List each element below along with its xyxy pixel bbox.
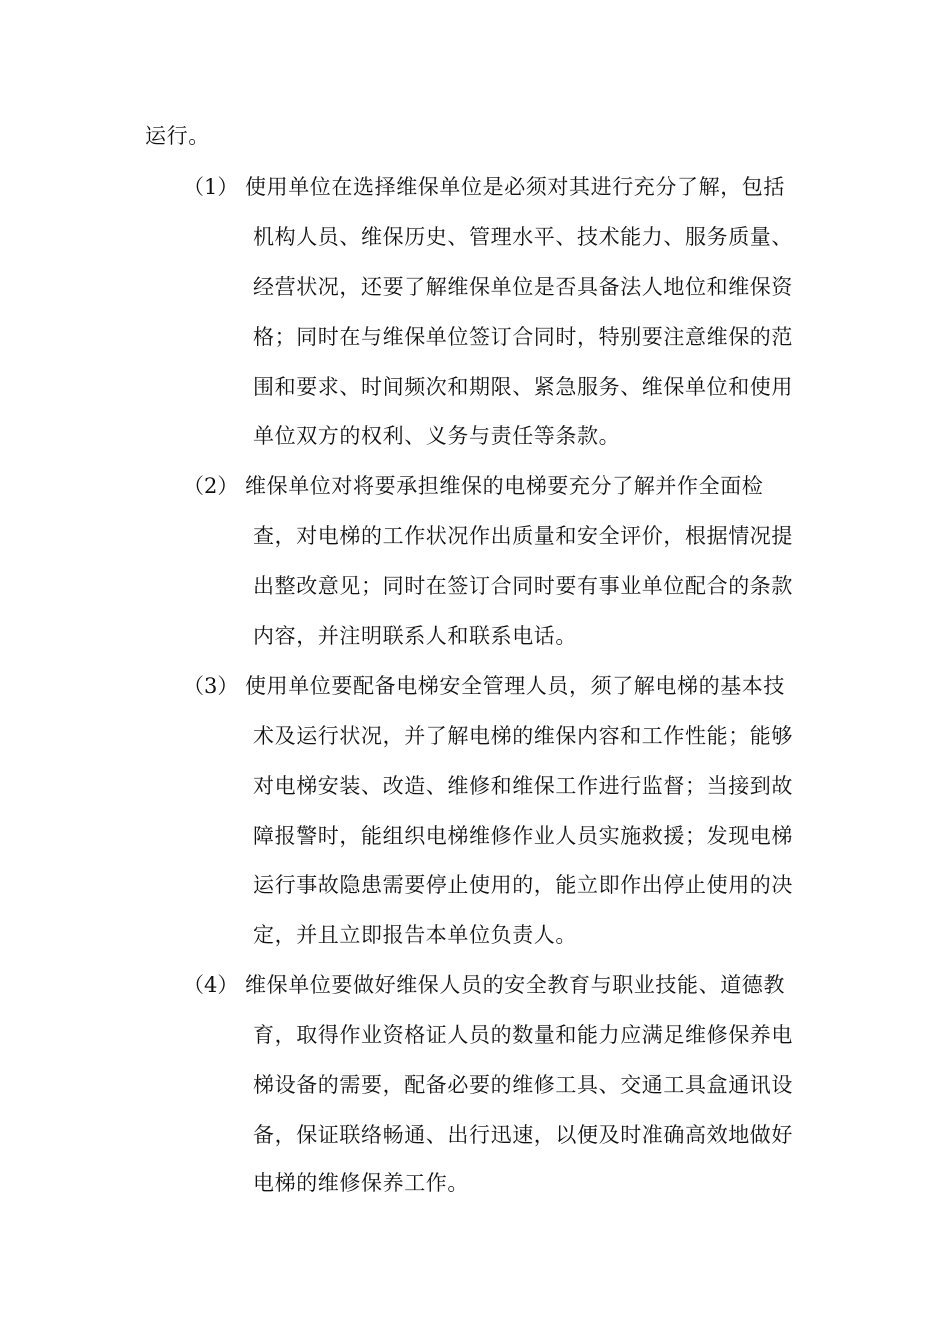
item-3-line-3: 对电梯安装、改造、维修和维保工作进行监督；当接到故 [253,774,793,798]
lead-line: 运行。 [145,124,210,148]
item-4-line-5: 电梯的维修保养工作。 [253,1171,469,1195]
item-2-line-2: 查，对电梯的工作状况作出质量和安全评价，根据情况提 [253,524,793,548]
item-1-number: （1） [183,175,239,199]
item-3-line-1: 使用单位要配备电梯安全管理人员，须了解电梯的基本技 [245,674,785,698]
item-1-line-4: 格；同时在与维保单位签订合同时，特别要注意维保的范 [253,325,793,349]
item-1-line-5: 围和要求、时间频次和期限、紧急服务、维保单位和使用 [253,375,793,399]
item-2-line-4: 内容，并注明联系人和联系电话。 [253,624,577,648]
item-1-line-1: 使用单位在选择维保单位是必须对其进行充分了解，包括 [245,175,785,199]
item-2-line-3: 出整改意见；同时在签订合同时要有事业单位配合的条款 [253,574,793,598]
item-3-number: （3） [183,674,239,698]
item-4-line-1: 维保单位要做好维保人员的安全教育与职业技能、道德教 [245,973,785,997]
item-3-line-5: 运行事故隐患需要停止使用的，能立即作出停止使用的决 [253,873,793,897]
item-4-line-3: 梯设备的需要，配备必要的维修工具、交通工具盒通讯设 [253,1073,793,1097]
item-4-line-4: 备，保证联络畅通、出行迅速，以便及时准确高效地做好 [253,1123,793,1147]
item-4-number: （4） [183,973,239,997]
item-2-line-1: 维保单位对将要承担维保的电梯要充分了解并作全面检 [245,474,764,498]
item-3-line-2: 术及运行状况，并了解电梯的维保内容和工作性能；能够 [253,724,793,748]
item-1-line-2: 机构人员、维保历史、管理水平、技术能力、服务质量、 [253,225,793,249]
item-2-number: （2） [183,474,239,498]
item-3-line-4: 障报警时，能组织电梯维修作业人员实施救援；发现电梯 [253,824,793,848]
item-1-line-3: 经营状况，还要了解维保单位是否具备法人地位和维保资 [253,275,793,299]
item-3-line-6: 定，并且立即报告本单位负责人。 [253,923,577,947]
item-1-line-6: 单位双方的权利、义务与责任等条款。 [253,424,621,448]
item-4-line-2: 育，取得作业资格证人员的数量和能力应满足维修保养电 [253,1023,793,1047]
